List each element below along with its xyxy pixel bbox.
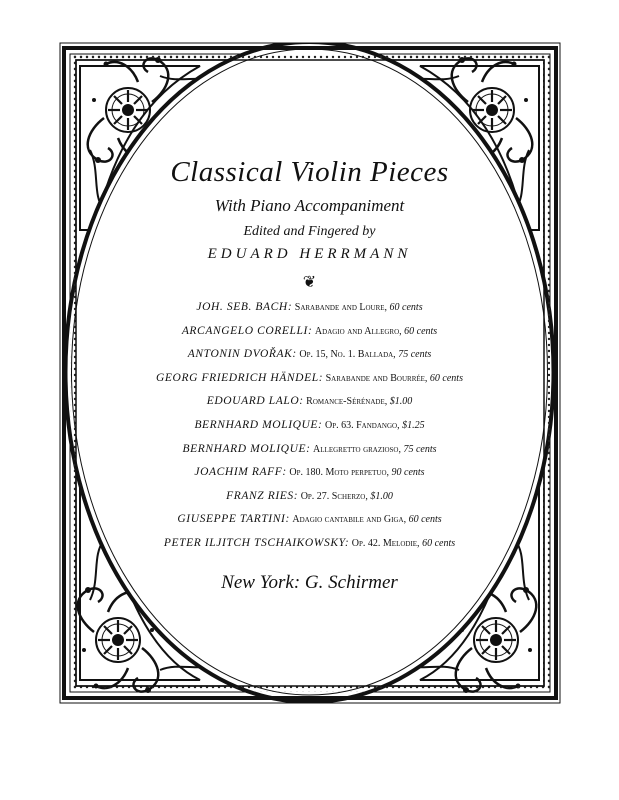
composer: JOACHIM RAFF: [194, 466, 287, 479]
list-item [0, 438, 619, 462]
list-item [0, 343, 619, 367]
composer: BERNHARD MOLIQUE: [194, 418, 323, 431]
leaf-ornament-icon: ❦ [302, 274, 317, 291]
price: 75 cents [403, 443, 437, 455]
list-item [0, 461, 619, 485]
editor-name: EDUARD HERRMANN [207, 246, 412, 262]
work-title: Op. 42. Melodie, [351, 537, 420, 549]
price: 60 cents [422, 537, 456, 549]
list-item [0, 508, 619, 532]
price: 90 cents [391, 467, 425, 479]
piece-list [0, 296, 619, 556]
page-title: Classical Violin Pieces [170, 156, 449, 188]
price: 60 cents [389, 302, 423, 313]
list-item [0, 320, 619, 344]
composer: GIUSEPPE TARTINI: [177, 513, 290, 526]
work-title: Op. 27. Scherzo, [300, 490, 368, 502]
publisher-imprint: New York: G. Schirmer [221, 572, 398, 593]
composer: JOH. SEB. BACH: [196, 301, 293, 313]
work-title: Sarabande and Loure, [294, 302, 388, 313]
work-title: Adagio cantabile and Giga, [292, 514, 407, 526]
price: $1.00 [370, 490, 393, 502]
list-item [0, 390, 619, 414]
work-title: Allegretto grazioso, [313, 443, 401, 455]
work-title: Adagio and Allegro, [314, 325, 402, 337]
price: 60 cents [408, 514, 442, 526]
work-title: Romance-Sérénade, [306, 396, 388, 408]
price: $1.00 [389, 396, 413, 408]
list-item [0, 532, 619, 556]
subtitle: With Piano Accompaniment [214, 196, 405, 215]
composer: PETER ILJITCH TSCHAIKOWSKY: [163, 536, 350, 549]
price: 60 cents [429, 372, 463, 384]
work-title: Sarabande and Bourrée, [325, 372, 428, 384]
work-title: Op. 15, No. 1. Ballada, [299, 349, 396, 361]
work-title: Op. 63. Fandango, [325, 419, 400, 431]
price: 75 cents [398, 349, 432, 361]
edited-line: Edited and Fingered by [243, 224, 376, 239]
list-item [0, 367, 619, 391]
composer: GEORG FRIEDRICH HÄNDEL: [156, 371, 324, 384]
list-item [0, 414, 619, 438]
work-title: Op. 180. Moto perpetuo, [289, 467, 390, 479]
list-item [0, 485, 619, 509]
composer: EDOUARD LALO: [206, 395, 304, 408]
composer: ARCANGELO CORELLI: [181, 324, 313, 337]
list-item [0, 296, 619, 320]
composer: BERNHARD MOLIQUE: [182, 442, 311, 455]
composer: ANTONIN DVOŘAK: [187, 348, 297, 361]
price: 60 cents [404, 325, 438, 337]
composer: FRANZ RIES: [226, 489, 299, 502]
price: $1.25 [402, 419, 425, 431]
